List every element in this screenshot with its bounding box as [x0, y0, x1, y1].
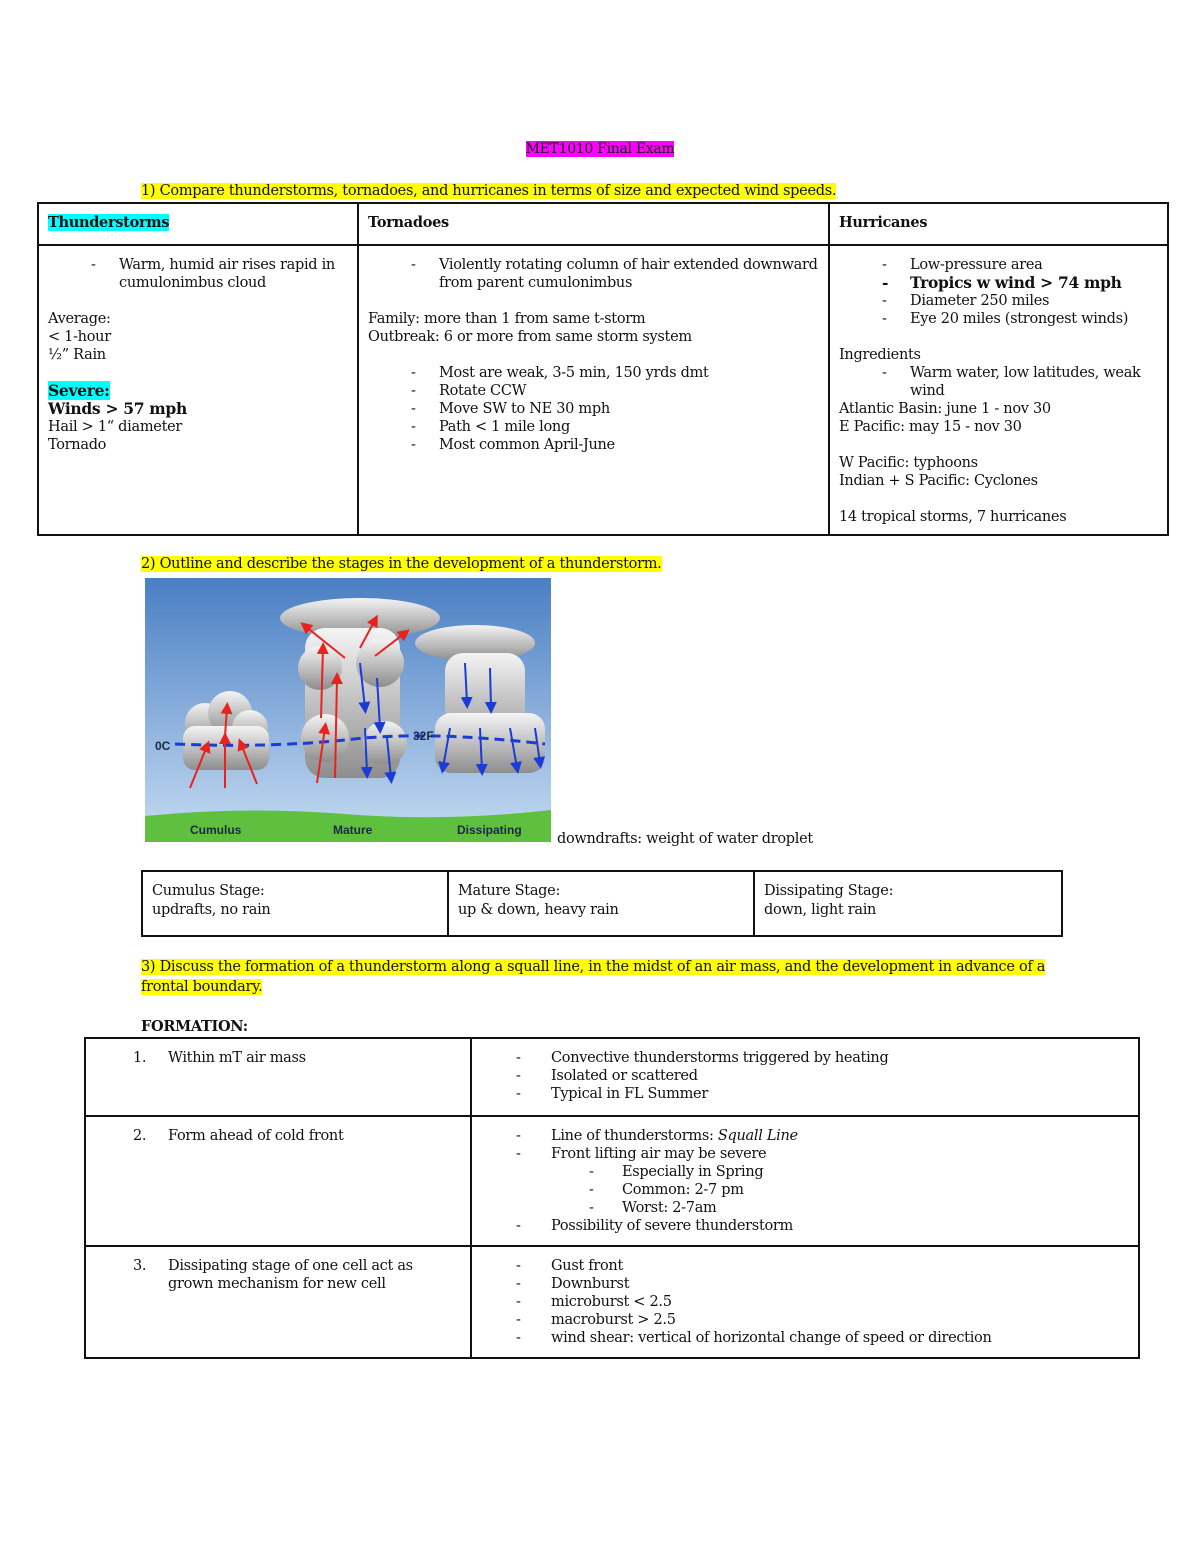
question-3: 3) Discuss the formation of a thunderstorm along a squall line, in the midst of an air mass, and the development in advance of a frontal boundary. — [141, 959, 1046, 995]
list-item: - Move SW to NE 30 mph — [368, 400, 819, 418]
figure-caption: downdrafts: weight of water droplet — [557, 831, 813, 847]
header-hurricanes: Hurricanes — [829, 203, 1168, 245]
header-thunderstorms: Thunderstorms — [38, 203, 358, 245]
label-32f: 32F — [413, 729, 434, 743]
table-row: 3. Dissipating stage of one cell act as grown mechanism for new cell - Gust front - Downburst - microburst < 2.5 - macroburst > 2.5 - wind shear: vertical of horizontal change of speed or direction — [85, 1246, 1139, 1358]
severe-winds: Winds > 57 mph — [48, 399, 187, 418]
severe-hail: Hail > 1“ diameter — [48, 419, 183, 435]
thunderstorm-stages-figure — [145, 578, 551, 842]
page-title: MET1010 Final Exam — [525, 141, 675, 157]
list-item: - wind shear: vertical of horizontal change of speed or direction — [472, 1329, 1138, 1347]
tornado-family: Family: more than 1 from same t-storm — [368, 311, 646, 327]
list-item: - Common: 2-7 pm — [472, 1181, 1138, 1199]
stages-row — [142, 871, 1062, 936]
table-row: 1. Within mT air mass - Convective thunderstorms triggered by heating - Isolated or scattered - Typical in FL Summer — [85, 1038, 1139, 1116]
storm-count: 14 tropical storms, 7 hurricanes — [839, 509, 1067, 525]
list-item: - Diameter 250 miles — [839, 292, 1158, 310]
comparison-table-header — [38, 203, 1168, 245]
cell-tornadoes — [358, 245, 829, 535]
tornado-definition: - Violently rotating column of hair extended downward from parent cumulonimbus — [368, 256, 819, 292]
comparison-table — [37, 202, 1169, 536]
cell-thunderstorms — [38, 245, 358, 535]
average-label: Average: — [48, 311, 111, 327]
question-2: 2) Outline and describe the stages in the development of a thunderstorm. — [141, 556, 662, 572]
average-duration: < 1-hour — [48, 329, 111, 345]
question-1: 1) Compare thunderstorms, tornadoes, and hurricanes in terms of size and expected wind speeds. — [141, 183, 837, 199]
header-tornadoes: Tornadoes — [358, 203, 829, 245]
list-item: - Especially in Spring — [472, 1163, 1138, 1181]
list-item: - Downburst — [472, 1275, 1138, 1293]
stage-cumulus: Cumulus Stage: updrafts, no rain — [142, 871, 448, 936]
list-item: - Front lifting air may be severe — [472, 1145, 1138, 1163]
list-item: - Gust front — [472, 1257, 1138, 1275]
list-item: - macroburst > 2.5 — [472, 1311, 1138, 1329]
list-item: - Line of thunderstorms: Squall Line — [472, 1127, 1138, 1145]
list-item: - Most common April-June — [368, 436, 819, 454]
stages-table — [141, 870, 1063, 937]
list-item: - Typical in FL Summer — [472, 1085, 1138, 1103]
list-item: - Convective thunderstorms triggered by heating — [472, 1049, 1138, 1067]
formation-label: FORMATION: — [141, 1018, 248, 1035]
table-row: 2. Form ahead of cold front - Line of thunderstorms: Squall Line - Front lifting air may be severe - Especially in Spring - Common: 2-7 pm - Worst: 2-7am - Possibility of severe thunderstorm — [85, 1116, 1139, 1246]
list-item: - Rotate CCW — [368, 382, 819, 400]
list-item: - Tropics w wind > 74 mph — [839, 274, 1158, 292]
label-0c: 0C — [155, 739, 171, 753]
label-mature: Mature — [333, 823, 373, 837]
w-pacific: W Pacific: typhoons — [839, 455, 978, 471]
list-item: - Eye 20 miles (strongest winds) — [839, 310, 1158, 328]
severe-label: Severe: — [48, 381, 110, 400]
list-item: - Worst: 2-7am — [472, 1199, 1138, 1217]
formation-table — [84, 1037, 1140, 1359]
thunderstorm-bullets: - Warm, humid air rises rapid in cumulonimbus cloud — [48, 256, 348, 292]
stage-mature: Mature Stage: up & down, heavy rain — [448, 871, 754, 936]
tornado-outbreak: Outbreak: 6 or more from same storm system — [368, 329, 692, 345]
label-cumulus: Cumulus — [190, 823, 242, 837]
label-dissipating: Dissipating — [457, 823, 522, 837]
list-item: - microburst < 2.5 — [472, 1293, 1138, 1311]
indian-pacific: Indian + S Pacific: Cyclones — [839, 473, 1038, 489]
list-item: - Path < 1 mile long — [368, 418, 819, 436]
ingredients-label: Ingredients — [839, 347, 921, 363]
list-item: - Low-pressure area — [839, 256, 1158, 274]
comparison-table-body — [38, 245, 1168, 535]
average-rain: ½” Rain — [48, 347, 106, 363]
list-item: - Possibility of severe thunderstorm — [472, 1217, 1138, 1235]
cell-hurricanes — [829, 245, 1168, 535]
tornado-bullets — [368, 364, 819, 454]
severe-tornado: Tornado — [48, 437, 107, 453]
ingredients-list: - Warm water, low latitudes, weak wind — [839, 364, 1158, 400]
e-pacific-season: E Pacific: may 15 - nov 30 — [839, 419, 1022, 435]
list-item: - Isolated or scattered — [472, 1067, 1138, 1085]
stage-dissipating: Dissipating Stage: down, light rain — [754, 871, 1062, 936]
atlantic-season: Atlantic Basin: june 1 - nov 30 — [839, 401, 1051, 417]
list-item: - Most are weak, 3-5 min, 150 yrds dmt — [368, 364, 819, 382]
hurricane-bullets — [839, 256, 1158, 328]
